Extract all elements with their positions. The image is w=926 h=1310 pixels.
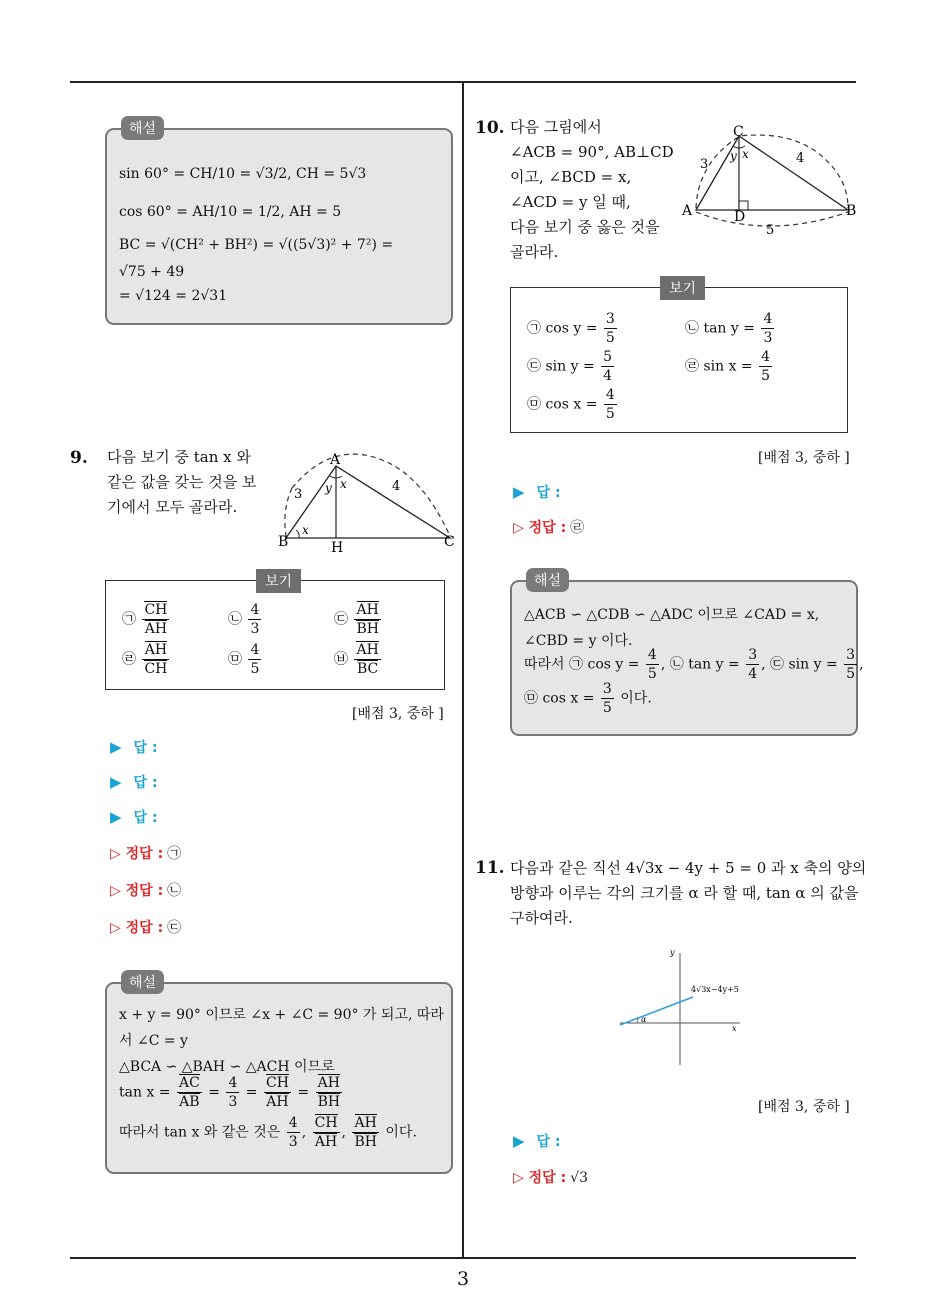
- question-11-text: [510, 856, 866, 931]
- solution-line-4: ㉤ cos x = $\frac{3}{5}$ 이다.: [524, 681, 652, 716]
- line-equation-label: 4√3x−4y+5: [691, 985, 739, 994]
- bogi-item-1: ㉠ cos y = $\frac{3}{5}$: [527, 311, 615, 346]
- bogi-box-q9: [105, 574, 445, 690]
- question-9-text: [107, 445, 256, 520]
- answer-input-q11[interactable]: ▶ 답 :: [513, 1132, 561, 1150]
- answer-input-q9-3[interactable]: ▶ 답 :: [110, 808, 158, 826]
- bogi-item-3: [334, 603, 383, 636]
- angle-y-label: y: [730, 149, 737, 163]
- side-ab-label: 3: [294, 487, 303, 502]
- item-mark: ㉤: [228, 651, 242, 668]
- item-fraction: $\frac{AH}{BH}$: [356, 602, 379, 637]
- column-divider: [462, 83, 464, 1259]
- angle-x-b-label: x: [302, 523, 309, 537]
- bogi-item-5: [228, 643, 263, 676]
- item-mark: ㉢: [527, 358, 541, 375]
- question-10-line-3: 이고, ∠BCD = x,: [510, 168, 632, 186]
- score-meta-q10: [배점 3, 중하 ]: [758, 450, 850, 466]
- solution-line-5: = √124 = 2√31: [119, 288, 228, 304]
- solution-box-q9: [105, 975, 453, 1174]
- solution-line-1: △ACB ∽ △CDB ∽ △ADC 이므로 ∠CAD = x,: [524, 607, 820, 623]
- bogi-tag: 보기: [256, 569, 301, 593]
- vertex-c-label: C: [444, 534, 455, 550]
- vertex-a-label: A: [330, 452, 341, 468]
- item-fraction: $\frac{AH}{CH}$: [144, 642, 168, 677]
- angle-x-label: x: [742, 147, 749, 161]
- vertex-b-label: B: [846, 203, 857, 219]
- solution-line-3: △BCA ∽ △BAH ∽ △ACH 이므로: [119, 1059, 335, 1075]
- bogi-item-5: ㉤ cos x = $\frac{4}{5}$: [527, 387, 615, 422]
- answer-arrow-icon: ▶: [110, 808, 122, 826]
- item-mark: ㉡: [685, 320, 699, 337]
- bogi-item-1: [122, 603, 171, 636]
- item-mark: ㉠: [122, 611, 136, 628]
- solution-line-2: ∠CBD = y 이다.: [524, 633, 633, 649]
- answer-input-q9-1[interactable]: ▶ 답 :: [110, 738, 158, 756]
- solution-box-q10: [510, 573, 864, 736]
- angle-y-label: y: [325, 481, 332, 495]
- angle-alpha-label: α: [641, 1015, 647, 1024]
- question-9-line-2: 같은 값을 갖는 것을 보: [107, 473, 257, 491]
- solution-box-q8: [105, 121, 453, 325]
- solution-line-2: cos 60° = AH/10 = 1/2, AH = 5: [119, 204, 342, 220]
- answer-arrow-icon: ▶: [110, 738, 122, 756]
- solution-tag: 해설: [526, 568, 569, 592]
- question-11-line-1: 다음과 같은 직선 4√3x − 4y + 5 = 0 과 x 축의 양의: [510, 859, 867, 877]
- item-mark: ㉢: [334, 611, 348, 628]
- question-11-line-2: 방향과 이루는 각의 크기를 α 라 할 때, tan α 의 값을: [510, 884, 859, 902]
- triangle-figure-q9: [272, 450, 462, 555]
- question-10-line-6: 골라라.: [510, 243, 559, 261]
- item-mark: ㉣: [122, 651, 136, 668]
- correct-answer-q11: ▷ 정답 : √3: [513, 1170, 588, 1186]
- side-ac-label: 4: [392, 479, 401, 494]
- answer-input-q10[interactable]: ▶ 답 :: [513, 483, 561, 501]
- answer-arrow-icon: ▶: [513, 1132, 525, 1150]
- solution-line-4: tan x = $\frac{AC}{AB}$ = $\frac{4}{3}$ = $\frac{CH}{AH}$ = $\frac{AH}{BH}$: [119, 1075, 341, 1110]
- solution-line-5: 따라서 tan x 와 같은 것은 $\frac{4}{3}$ , $\frac{CH}{AH}$ , $\frac{AH}{BH}$ 이다.: [119, 1115, 417, 1150]
- question-10-line-4: ∠ACD = y 일 때,: [510, 193, 631, 211]
- bogi-item-3: ㉢ sin y = $\frac{5}{4}$: [527, 349, 613, 384]
- score-meta-q9: [배점 3, 중하 ]: [352, 706, 444, 722]
- question-10-line-1: 다음 그림에서: [510, 118, 602, 136]
- angle-x-top-label: x: [340, 477, 347, 491]
- question-11-line-3: 구하여라.: [510, 909, 573, 927]
- side-ab-label: 5: [766, 223, 775, 237]
- solution-line-4: √75 + 49: [119, 264, 185, 280]
- item-fraction: $\frac{4}{5}$: [250, 642, 260, 677]
- question-10-line-5: 다음 보기 중 옳은 것을: [510, 218, 660, 236]
- solution-tag: 해설: [121, 116, 164, 140]
- correct-answer-q10: ▷ 정답 : ㉣: [513, 520, 585, 536]
- bogi-item-4: [122, 643, 171, 676]
- correct-answer-q9-2: ▷ 정답 : ㉡: [110, 883, 182, 899]
- item-fraction: $\frac{4}{3}$: [250, 602, 260, 637]
- question-number-10: 10.: [475, 118, 505, 138]
- question-9-line-1: 다음 보기 중 tan x 와: [107, 448, 251, 466]
- item-mark: ㉡: [228, 611, 242, 628]
- vertex-c-label: C: [733, 124, 744, 140]
- score-meta-q11: [배점 3, 중하 ]: [758, 1099, 850, 1115]
- item-fraction: $\frac{AH}{BC}$: [356, 642, 379, 677]
- solution-tag: 해설: [121, 970, 164, 994]
- bogi-item-2: [228, 603, 263, 636]
- item-fraction: $\frac{CH}{AH}$: [144, 602, 168, 637]
- item-mark: ㉣: [685, 358, 699, 375]
- vertex-b-label: B: [278, 534, 289, 550]
- solution-line-2: 서 ∠C = y: [119, 1033, 188, 1049]
- correct-answer-q9-1: ▷ 정답 : ㉠: [110, 846, 182, 862]
- question-10-line-2: ∠ACB = 90°, AB⊥CD: [510, 143, 674, 161]
- answer-arrow-icon: ▶: [110, 773, 122, 791]
- correct-answer-q9-3: ▷ 정답 : ㉢: [110, 920, 182, 936]
- question-9-line-3: 기에서 모두 골라라.: [107, 498, 238, 516]
- bogi-item-4: ㉣ sin x = $\frac{4}{5}$: [685, 349, 771, 384]
- solution-line-3: 따라서 ㉠ cos y = $\frac{4}{5}$ , ㉡ tan y = $\frac{3}{4}$ , ㉢ sin y = $\frac{3}{5}$ ,: [524, 647, 864, 682]
- y-axis-label: y: [670, 948, 675, 957]
- answer-arrow-icon: ▶: [513, 483, 525, 501]
- side-ac-label: 3: [700, 157, 709, 172]
- side-cb-label: 4: [796, 151, 805, 166]
- vertex-a-label: A: [682, 203, 693, 219]
- answer-input-q9-2[interactable]: ▶ 답 :: [110, 773, 158, 791]
- vertex-h-label: H: [331, 540, 344, 555]
- bogi-item-2: ㉡ tan y = $\frac{4}{3}$: [685, 311, 773, 346]
- item-mark: ㉥: [334, 651, 348, 668]
- line-graph-q11: [615, 945, 755, 1070]
- solution-line-1: x + y = 90° 이므로 ∠x + ∠C = 90° 가 되고, 따라: [119, 1007, 444, 1023]
- triangle-figure-q10: [678, 122, 862, 237]
- x-axis-label: x: [732, 1024, 737, 1033]
- bogi-box-q10: [510, 281, 848, 433]
- solution-line-1: sin 60° = CH/10 = √3/2, CH = 5√3: [119, 166, 367, 182]
- bottom-rule: [70, 1257, 856, 1259]
- question-10-text: [510, 115, 674, 265]
- item-mark: ㉠: [527, 320, 541, 337]
- bogi-item-6: [334, 643, 383, 676]
- question-number-9: 9.: [70, 448, 88, 468]
- item-mark: ㉤: [527, 396, 541, 413]
- solution-line-3: BC = √(CH² + BH²) = √((5√3)² + 7²) =: [119, 237, 394, 253]
- question-number-11: 11.: [475, 858, 505, 878]
- equation-line: [620, 997, 693, 1025]
- page-number: 3: [456, 1268, 470, 1290]
- vertex-d-label: D: [734, 209, 746, 225]
- bogi-tag: 보기: [660, 276, 705, 300]
